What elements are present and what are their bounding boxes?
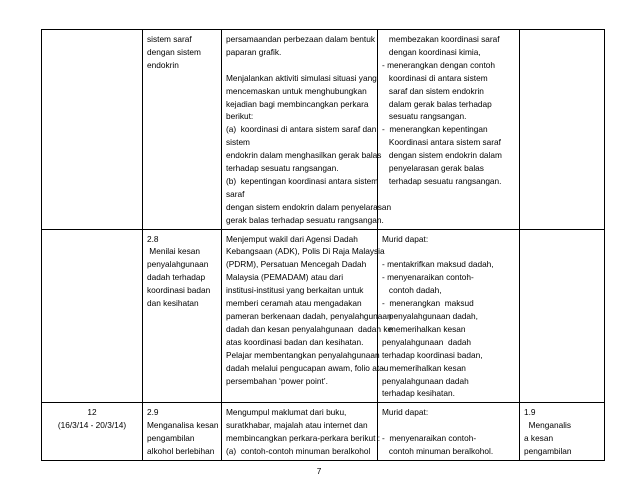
- outcome-text: Murid dapat:: [382, 407, 429, 418]
- activity-text: Kebangsaan (ADK), Polis Di Raja Malaysia: [226, 246, 385, 257]
- activity-text: sistem: [226, 137, 250, 148]
- learning-outcome-text: dan kesihatan: [147, 298, 199, 309]
- learning-outcome-text: endokrin: [147, 59, 179, 70]
- week-text: (16/3/14 - 20/3/14): [57, 420, 127, 431]
- learning-outcome-text: dadah terhadap: [147, 272, 206, 283]
- activity-cell: [222, 30, 392, 230]
- learning-outcome-text: 2.9: [147, 407, 159, 418]
- outcome-text: Murid dapat:: [382, 233, 429, 244]
- outcome-text: sesuatu rangsangan.: [382, 111, 467, 122]
- learning-outcome-text: Menilai kesan: [147, 246, 201, 257]
- outcome-text: membezakan koordinasi saraf: [382, 34, 500, 44]
- outcome-text: dengan koordinasi kimia,: [382, 46, 481, 57]
- outcome-text: penyalahgunaan dadah,: [382, 311, 478, 322]
- outcome-text: koordinasi di antara sistem: [382, 72, 488, 83]
- activity-cell: [222, 403, 381, 461]
- activity-text: suratkhabar, majalah atau internet dan: [226, 420, 368, 431]
- lesson-plan-table: [41, 29, 605, 461]
- notes-cell: [520, 30, 605, 230]
- activity-text: (PDRM), Persatuan Mencegah Dadah: [226, 259, 367, 270]
- outcome-text: saraf dan sistem endokrin: [382, 85, 484, 96]
- activity-text: (a) contoh-contoh minuman beralkohol: [226, 446, 371, 457]
- activity-text: dengan sistem endokrin dalam penyelarasan: [226, 201, 392, 212]
- learning-outcome-text: Menganalisa kesan: [147, 420, 219, 431]
- paragraph-gap: [226, 59, 373, 72]
- outcome-text: dalam gerak balas terhadap: [382, 98, 492, 109]
- activity-text: paparan grafik.: [226, 46, 282, 57]
- activity-cell: [222, 229, 393, 403]
- outcome-text: penyalahgunaan dadah: [382, 336, 472, 347]
- activity-text: Menjemput wakil dari Agensi Dadah: [226, 233, 358, 244]
- learning-outcome-text: penyalahgunaan: [147, 259, 209, 270]
- activity-text: persamaandan perbezaan dalam bentuk: [226, 34, 375, 44]
- outcome-text: - menerangkan kepentingan: [382, 124, 488, 135]
- learning-outcome-text: pengambilan: [147, 433, 195, 444]
- week-cell: [42, 30, 143, 230]
- activity-text: kejadian bagi membincangkan perkara: [226, 98, 369, 109]
- outcome-text: terhadap kesihatan.: [382, 388, 455, 399]
- outcome-text: - menerangkan maksud: [382, 298, 474, 309]
- outcome-text: [382, 419, 515, 432]
- outcome-cell: [378, 403, 520, 461]
- notes-cell: [520, 403, 605, 461]
- notes-cell: [520, 229, 605, 403]
- learning-outcome-cell: [143, 403, 222, 461]
- notes-text: pengambilan: [524, 446, 572, 457]
- activity-text: (b) kepentingan koordinasi antara sistem: [226, 175, 379, 186]
- notes-text: 1.9: [524, 407, 536, 418]
- activity-text: Pelajar membentangkan penyalahgunaan: [226, 349, 380, 360]
- week-text: 12: [87, 407, 97, 418]
- page-number: 7: [316, 466, 322, 476]
- learning-outcome-text: alkohol berlebihan: [147, 446, 215, 457]
- activity-text: mencemaskan untuk menghubungkan: [226, 85, 367, 96]
- outcome-text: - menyenaraikan contoh-: [382, 272, 474, 283]
- outcome-text: - menyenaraikan contoh-: [382, 433, 477, 444]
- outcome-cell: [378, 30, 520, 230]
- learning-outcome-cell: [143, 229, 222, 403]
- outcome-text: [382, 245, 515, 258]
- notes-text: a kesan: [524, 433, 554, 444]
- activity-text: endokrin dalam menghasilkan gerak balas: [226, 150, 382, 161]
- activity-text: Malaysia (PEMADAM) atau dari: [226, 272, 344, 283]
- activity-text: persembahan ‘power point’.: [226, 375, 328, 386]
- activity-text: memberi ceramah atau mengadakan: [226, 298, 362, 309]
- activity-text: atas koordinasi badan dan kesihatan.: [226, 336, 364, 347]
- table-row: [42, 30, 605, 230]
- activity-text: Menjalankan aktiviti simulasi situasi yang: [226, 72, 377, 83]
- outcome-text: dengan sistem endokrin dalam: [382, 150, 502, 161]
- learning-outcome-text: koordinasi badan: [147, 285, 211, 296]
- outcome-text: - menerangkan dengan contoh: [382, 59, 496, 70]
- outcome-text: terhadap koordinasi badan,: [382, 349, 483, 360]
- activity-text: dadah dan kesan penyalahgunaan dadah ke: [226, 323, 393, 334]
- outcome-text: terhadap sesuatu rangsangan.: [382, 175, 502, 186]
- table-row: [42, 229, 605, 403]
- activity-text: terhadap sesuatu rangsangan.: [226, 163, 339, 174]
- activity-text: Mengumpul maklumat dari buku,: [226, 407, 347, 418]
- notes-text: Menganalis: [524, 420, 572, 431]
- activity-text: pameran berkenaan dadah, penyalahgunaan: [226, 311, 392, 322]
- outcome-text: contoh dadah,: [382, 285, 442, 296]
- outcome-text: penyalahgunaan dadah: [382, 375, 469, 386]
- learning-outcome-cell: [143, 30, 222, 230]
- activity-text: (a) koordinasi di antara sistem saraf dan: [226, 124, 377, 135]
- activity-text: berikut:: [226, 111, 254, 122]
- week-cell: [42, 403, 143, 461]
- activity-text: institusi-institusi yang berkaitan untuk: [226, 285, 364, 296]
- table-row: [42, 403, 605, 461]
- outcome-text: - mentakrifkan maksud dadah,: [382, 259, 494, 270]
- outcome-cell: [378, 229, 520, 403]
- outcome-text: memerihalkan kesan: [382, 323, 466, 334]
- outcome-text: Koordinasi antara sistem saraf: [382, 137, 501, 148]
- outcome-text: penyelarasan gerak balas: [382, 163, 484, 174]
- activity-text: gerak balas terhadap sesuatu rangsangan.: [226, 214, 384, 225]
- activity-text: membincangkan perkara-perkara berikut :: [226, 433, 381, 444]
- outcome-text: - memerihalkan kesan: [382, 362, 466, 373]
- activity-text: saraf: [226, 188, 245, 199]
- learning-outcome-text: sistem saraf: [147, 34, 192, 44]
- learning-outcome-text: dengan sistem: [147, 46, 201, 57]
- outcome-text: contoh minuman beralkohol.: [382, 446, 494, 457]
- activity-text: dadah melalui pengucapan awam, folio atau: [226, 362, 389, 373]
- week-cell: [42, 229, 143, 403]
- learning-outcome-text: 2.8: [147, 233, 159, 244]
